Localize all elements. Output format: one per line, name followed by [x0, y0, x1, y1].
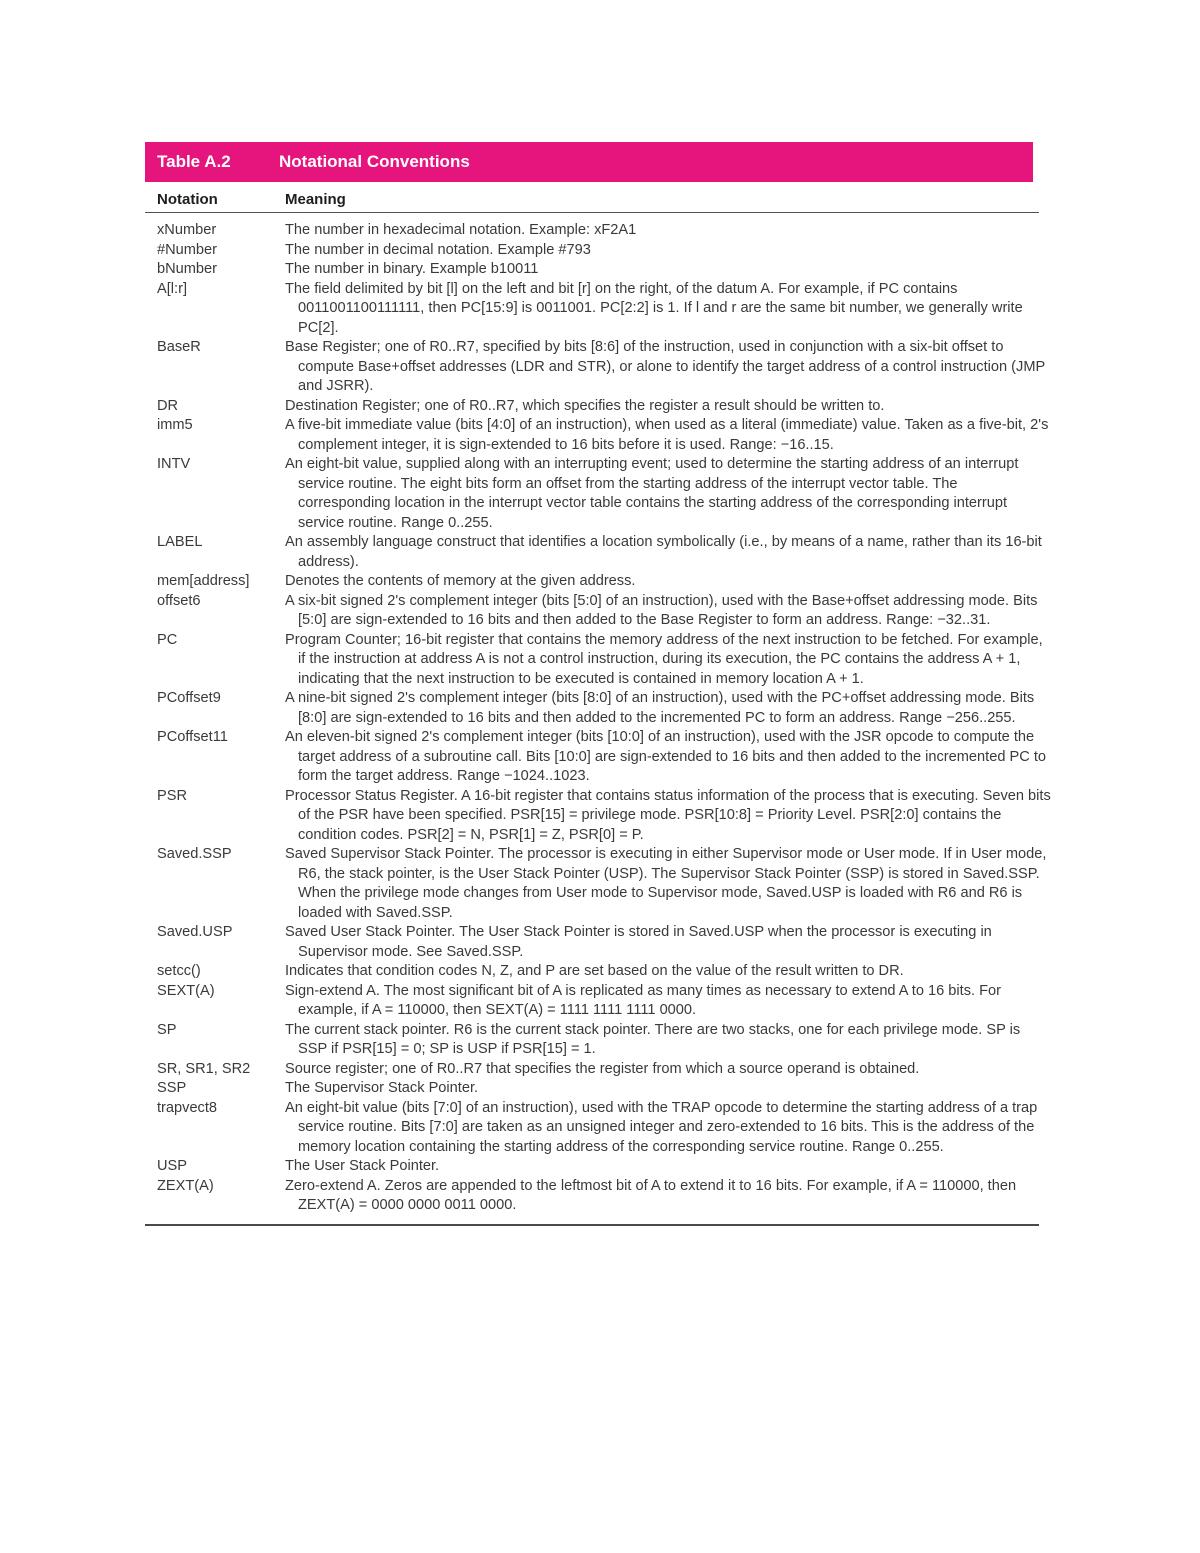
- meaning-cell: An eight-bit value (bits [7:0] of an instruction), used with the TRAP opcode to determine the starting address of a trap service routine. Bits [7:0] are taken as an unsigned integer and zero-extended to 16 bits. This is the address of the memory location containing the starting address of the corresponding service routine. Range 0..255.: [285, 1099, 1038, 1155]
- meaning-cell: A six-bit signed 2's complement integer (bits [5:0] of an instruction), used with the Base+offset addressing mode. Bits [5:0] are sign-extended to 16 bits and then added to the Base Register to form an address. Range: −32..31.: [285, 592, 1038, 628]
- meaning-cell: The Supervisor Stack Pointer.: [285, 1080, 479, 1096]
- table-row: [145, 592, 1039, 631]
- notation-cell: USP: [157, 1158, 188, 1174]
- table-row: [145, 1079, 1039, 1099]
- table-label: Table A.2: [157, 152, 231, 171]
- meaning-cell: An eleven-bit signed 2's complement integer (bits [10:0] of an instruction), used with the JSR opcode to compute the target address of a subroutine call. Bits [10:0] are sign-extended to 16 bits and then added to the incremented PC to form the target address. Range −1024..1023.: [285, 729, 1046, 784]
- notation-cell: Saved.USP: [157, 924, 233, 940]
- notation-cell: imm5: [157, 417, 193, 433]
- notation-cell: offset6: [157, 592, 201, 609]
- table-bottom-rule: [145, 1224, 1039, 1226]
- meaning-cell: The field delimited by bit [l] on the left and bit [r] on the right, of the datum A. For example, if PC contains 0011001100111111, then PC[15:9] is 0011001. PC[2:2] is 1. If l and r are the same bit number, we generally write PC[2].: [285, 280, 1023, 336]
- column-header-notation: Notation: [157, 191, 218, 208]
- notation-cell: BaseR: [157, 339, 201, 355]
- table-row: [145, 982, 1039, 1021]
- meaning-cell: Processor Status Register. A 16-bit register that contains status information of the process that is executing. Seven bits of the PSR have been specified. PSR[15] = privilege mode. PSR[10:8] = Priority Level. PSR[2:0] contains the condition codes. PSR[2] = N, PSR[1] = Z, PSR[0] = P.: [285, 787, 1051, 843]
- meaning-cell: Denotes the contents of memory at the given address.: [285, 573, 636, 589]
- notation-cell: SEXT(A): [157, 982, 215, 999]
- notation-cell: xNumber: [157, 222, 217, 238]
- notation-cell: ZEXT(A): [157, 1177, 214, 1194]
- notation-cell: mem[address]: [157, 573, 250, 589]
- notation-cell: PSR: [157, 787, 188, 804]
- table-row: [145, 923, 1039, 962]
- notation-cell: bNumber: [157, 261, 218, 277]
- meaning-cell: Destination Register; one of R0..R7, which specifies the register a result should be written to.: [285, 397, 885, 414]
- notation-cell: LABEL: [157, 534, 203, 550]
- table-row: [145, 455, 1039, 533]
- table-row: [145, 1021, 1039, 1060]
- table-row: [145, 1099, 1039, 1158]
- meaning-cell: The current stack pointer. R6 is the current stack pointer. There are two stacks, one for each privilege mode. SP is SSP if PSR[15] = 0; SP is USP if PSR[15] = 1.: [285, 1021, 1021, 1057]
- table-row: [145, 962, 1039, 982]
- meaning-cell: A five-bit immediate value (bits [4:0] of an instruction), when used as a literal (immediate) value. Taken as a five-bit, 2's complement integer, it is sign-extended to 16 bits before it is used. Range: −16..15.: [285, 417, 1049, 453]
- table-row: [145, 280, 1039, 339]
- table-row: [145, 1157, 1039, 1177]
- meaning-cell: The User Stack Pointer.: [285, 1158, 440, 1174]
- table-body: [145, 213, 1051, 1216]
- table-row: [145, 241, 1039, 261]
- notation-cell: PCoffset11: [157, 729, 228, 745]
- table-row: [145, 787, 1051, 846]
- notation-cell: A[l:r]: [157, 280, 187, 297]
- table-row: [145, 338, 1045, 397]
- table-row: [145, 1060, 1039, 1080]
- notation-cell: PC: [157, 631, 178, 648]
- table-row: [145, 533, 1042, 572]
- table-row: [145, 845, 1047, 923]
- table-row: [145, 397, 1039, 417]
- notation-table: [145, 142, 1051, 1226]
- table-row: [145, 260, 1039, 280]
- notation-cell: SP: [157, 1021, 177, 1038]
- table-row: [145, 728, 1046, 787]
- meaning-cell: Sign-extend A. The most significant bit of A is replicated as many times as necessary to extend A to 16 bits. For example, if A = 110000, then SEXT(A) = 1111 1111 1111 0000.: [285, 982, 1002, 1018]
- table-row: [145, 221, 1039, 241]
- notation-cell: #Number: [157, 241, 218, 258]
- meaning-cell: Source register; one of R0..R7 that specifies the register from which a source operand is obtained.: [285, 1060, 920, 1077]
- table-title-bar: [145, 142, 1033, 182]
- meaning-cell: The number in binary. Example b10011: [285, 261, 539, 277]
- table-header-row: [145, 182, 1039, 213]
- meaning-cell: Zero-extend A. Zeros are appended to the leftmost bit of A to extend it to 16 bits. For example, if A = 110000, then ZEXT(A) = 0000 0000 0011 0000.: [285, 1177, 1017, 1213]
- table-row: [145, 416, 1049, 455]
- notation-cell: INTV: [157, 456, 191, 472]
- table-row: [145, 631, 1043, 690]
- table-row: [145, 572, 1039, 592]
- meaning-cell: The number in hexadecimal notation. Example: xF2A1: [285, 222, 637, 238]
- notation-cell: Saved.SSP: [157, 846, 232, 862]
- table-title: Notational Conventions: [279, 152, 470, 171]
- notation-cell: setcc(): [157, 963, 201, 979]
- notation-cell: SSP: [157, 1080, 187, 1096]
- notation-cell: trapvect8: [157, 1099, 218, 1116]
- notation-cell: PCoffset9: [157, 690, 221, 706]
- meaning-cell: Program Counter; 16-bit register that contains the memory address of the next instruction to be fetched. For example, if the instruction at address A is not a control instruction, during its execution, the PC contains the address A + 1, indicating that the next instruction to be executed is contained in memory location A + 1.: [285, 631, 1043, 687]
- meaning-cell: Base Register; one of R0..R7, specified by bits [8:6] of the instruction, used in conjunction with a six-bit offset to compute Base+offset addresses (LDR and STR), or alone to identify the target address of a control instruction (JMP and JSRR).: [285, 339, 1045, 394]
- notation-cell: DR: [157, 397, 179, 414]
- meaning-cell: A nine-bit signed 2's complement integer (bits [8:0] of an instruction), used with the PC+offset addressing mode. Bits [8:0] are sign-extended to 16 bits and then added to the incremented PC to form an address. Range −256..255.: [285, 690, 1035, 726]
- meaning-cell: An eight-bit value, supplied along with an interrupting event; used to determine the starting address of an interrupt service routine. The eight bits form an offset from the starting address of the interrupt vector table. The corresponding location in the interrupt vector table contains the starting address of the corresponding interrupt service routine. Range 0..255.: [285, 456, 1019, 531]
- column-header-meaning: Meaning: [285, 191, 346, 208]
- meaning-cell: Saved Supervisor Stack Pointer. The processor is executing in either Supervisor mode or User mode. If in User mode, R6, the stack pointer, is the User Stack Pointer (USP). The Supervisor Stack Pointer (SSP) is stored in Saved.SSP. When the privilege mode changes from User mode to Supervisor mode, Saved.USP is loaded with R6 and R6 is loaded with Saved.SSP.: [285, 846, 1047, 921]
- meaning-cell: Indicates that condition codes N, Z, and P are set based on the value of the result written to DR.: [285, 963, 904, 979]
- meaning-cell: An assembly language construct that identifies a location symbolically (i.e., by means of a name, rather than its 16-bit address).: [285, 534, 1042, 570]
- meaning-cell: The number in decimal notation. Example #793: [285, 241, 591, 258]
- notation-cell: SR, SR1, SR2: [157, 1060, 251, 1077]
- table-row: [145, 689, 1039, 728]
- meaning-cell: Saved User Stack Pointer. The User Stack Pointer is stored in Saved.USP when the processor is executing in Supervisor mode. See Saved.SSP.: [285, 924, 992, 960]
- table-row: [145, 1177, 1039, 1216]
